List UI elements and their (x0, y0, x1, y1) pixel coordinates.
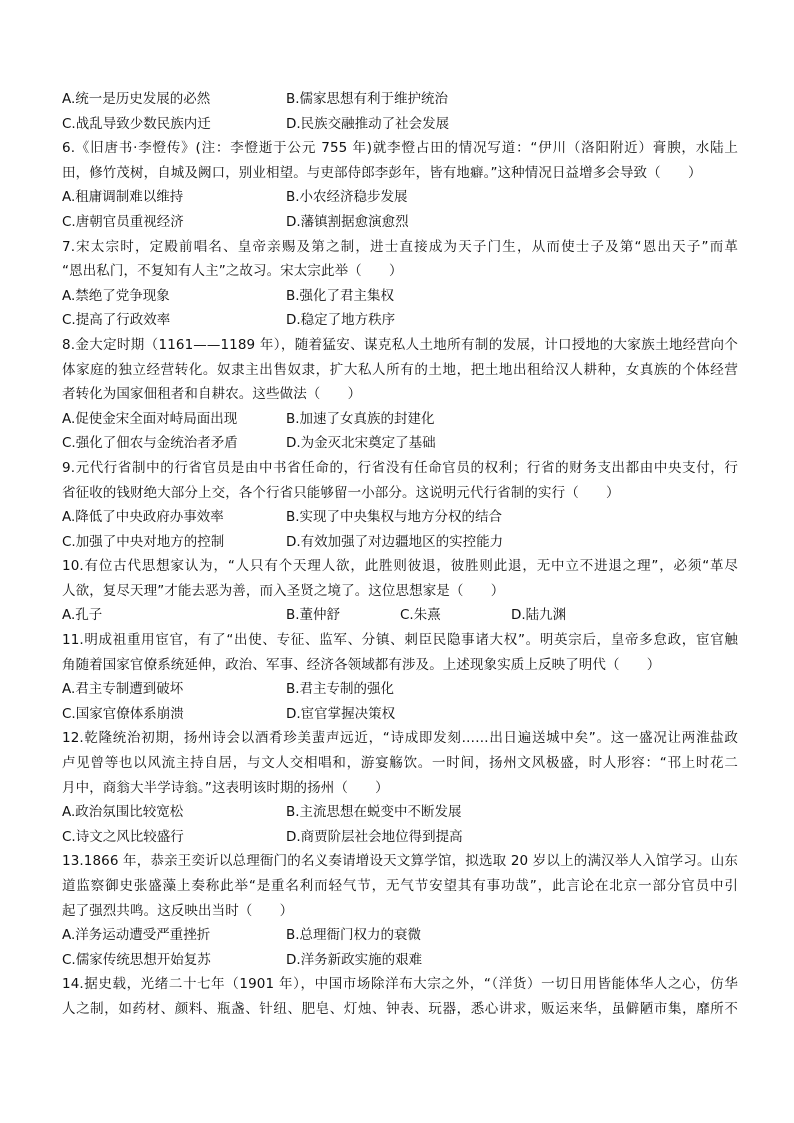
q8-options-row-1 (62, 407, 738, 432)
q7-options-row-2 (62, 308, 738, 333)
q13-options-row-2 (62, 948, 738, 973)
q9-option-a: A.降低了中央政府办事效率 (62, 509, 224, 526)
question-content (62, 87, 738, 1022)
q13-option-c: C.儒家传统思想开始复苏 (62, 951, 211, 968)
q7-option-b: B.强化了君主集权 (286, 287, 395, 304)
q5-options-row-2 (62, 112, 738, 137)
q12-option-b: B.主流思想在蜕变中不断发展 (286, 804, 462, 821)
q8-stem-line-3: 者转化为国家佃租者和自耕农。这些做法（ ） (62, 386, 362, 403)
q7-option-d: D.稳定了地方秩序 (286, 312, 396, 329)
q8-option-c: C.强化了佃农与金统治者矛盾 (62, 435, 238, 452)
q12-stem-line-2: 卢见曾等也以风流主持自居，与文人交相唱和，游宴觞饮。一时间，扬州文风极盛，时人形容：“邗上时花二 (62, 755, 738, 772)
q7-option-c: C.提高了行政效率 (62, 312, 171, 329)
q9-option-c: C.加强了中央对地方的控制 (62, 533, 225, 550)
q9-options-row-1 (62, 505, 738, 530)
q8-option-b: B.加速了女真族的封建化 (286, 410, 435, 427)
q10-option-a: A.孔子 (62, 607, 103, 624)
q13-stem-line-1: 13.1866 年，恭亲王奕䜣以总理衙门的名义奏请增设天文算学馆，拟选取 20 岁以上的满汉举人入馆学习。山东 (62, 853, 738, 870)
q6-option-d: D.藩镇割据愈演愈烈 (286, 213, 409, 230)
q13-stem-line-3: 起了强烈共鸣。这反映出当时（ ） (62, 902, 294, 919)
q13-option-b: B.总理衙门权力的衰微 (286, 927, 422, 944)
q9-option-b: B.实现了中央集权与地方分权的结合 (286, 509, 503, 526)
q5-options-row-1 (62, 87, 738, 112)
q9-stem-line-1: 9.元代行省制中的行省官员是由中书省任命的，行省没有任命官员的权利；行省的财务支出都由中央支付，行 (62, 459, 738, 476)
q5-option-a: A.统一是历史发展的必然 (62, 91, 211, 107)
q7-options-row-1 (62, 284, 738, 309)
q13-option-d: D.洋务新政实施的艰难 (286, 951, 423, 968)
q5-option-c: C.战乱导致少数民族内迁 (62, 115, 211, 132)
q10-option-b: B.董仲舒 (286, 607, 341, 624)
q11-options-row-2 (62, 702, 738, 727)
q6-option-c: C.唐朝官员重视经济 (62, 213, 184, 230)
q7-option-a: A.禁绝了党争现象 (62, 287, 170, 304)
q12-options-row-1 (62, 800, 738, 825)
q8-stem-line-1: 8.金大定时期（1161——1189 年），随着猛安、谋克私人土地所有制的发展，计口授地的大家族土地经营向个 (62, 336, 738, 353)
q6-options-row-2 (62, 210, 738, 235)
q12-options-row-2 (62, 825, 738, 850)
q14-stem-line-1: 14.据史载，光绪二十七年（1901 年），中国市场除洋布大宗之外，“（洋货）一切日用皆能体华人之心，仿华 (62, 976, 738, 993)
q14-stem-line-2: 人之制，如药材、颜料、瓶盏、针纽、肥皂、灯烛、钟表、玩器，悉心讲求，贩运来华，虽僻陋市集，靡所不 (62, 1000, 738, 1017)
q8-option-a: A.促使金宋全面对峙局面出现 (62, 410, 238, 427)
q6-option-a: A.租庸调制难以维持 (62, 189, 184, 206)
q12-option-a: A.政治氛围比较宽松 (62, 804, 184, 821)
q11-option-a: A.君主专制遭到破坏 (62, 681, 184, 698)
q8-option-d: D.为金灭北宋奠定了基础 (286, 435, 436, 452)
q12-option-d: D.商贾阶层社会地位得到提高 (286, 828, 463, 845)
q13-option-a: A.洋务运动遭受严重挫折 (62, 927, 211, 944)
q5-option-b: B.儒家思想有利于维护统治 (286, 91, 449, 107)
q11-stem-line-2: 角随着国家官僚系统延伸，政治、军事、经济各领域都有涉及。上述现象实质上反映了明代（ ） (62, 656, 661, 673)
q9-options-row-2 (62, 530, 738, 555)
q12-stem-line-1: 12.乾隆统治初期，扬州诗会以酒肴珍美蜚声远近，“诗成即发刻……出日遍送城中矣”。这一盛况让两淮盐政 (62, 730, 738, 747)
q13-stem-line-2: 道监察御史张盛藻上奏称此举“是重名利而轻气节，无气节安望其有事功哉”，此言论在北京一部分官员中引 (62, 878, 738, 894)
q12-option-c: C.诗文之风比较盛行 (62, 828, 184, 845)
q9-option-d: D.有效加强了对边疆地区的实控能力 (286, 533, 504, 550)
q6-option-b: B.小农经济稳步发展 (286, 189, 408, 206)
q11-stem-line-1: 11.明成祖重用宦官，有了“出使、专征、监军、分镇、刺臣民隐事诸大权”。明英宗后，皇帝多怠政，宦官触 (62, 632, 738, 649)
q11-option-d: D.宦官掌握决策权 (286, 705, 396, 722)
q7-stem-line-2: “恩出私门，不复知有人主”之故习。宋太宗此举（ ） (62, 263, 403, 280)
q10-stem-line-2: 人欲，复尽天理”才能去恶为善，而入圣贤之境了。这位思想家是（ ） (62, 582, 505, 599)
q10-stem-line-1: 10.有位古代思想家认为，“人只有个天理人欲，此胜则彼退，彼胜则此退，无中立不进退之理”，必须“革尽 (62, 558, 738, 575)
q8-stem-line-2: 体家庭的独立经营转化。奴隶主出售奴隶，扩大私人所有的土地，把土地出租给汉人耕种，女真族的个体经营 (62, 361, 738, 378)
q6-stem-line-1: 6.《旧唐书·李憕传》(注：李憕逝于公元 755 年)就李憕占田的情况写道：“伊川（洛阳附近）膏腴，水陆上 (62, 140, 738, 157)
q5-option-d: D.民族交融推动了社会发展 (286, 115, 450, 132)
q10-option-c: C.朱熹 (400, 607, 441, 624)
q10-option-d: D.陆九渊 (511, 607, 567, 624)
q7-stem-line-1: 7.宋太宗时，定殿前唱名、皇帝亲赐及第之制，进士直接成为天子门生，从而使士子及第“恩出天子”而革 (62, 238, 738, 255)
q12-stem-line-3: 月中，商翁大半学诗翁。”这表明该时期的扬州（ ） (62, 779, 389, 796)
q8-options-row-2 (62, 431, 738, 456)
q11-options-row-1 (62, 677, 738, 702)
q6-stem-line-2: 田，修竹茂树，自城及阙口，别业相望。与吏部侍郎李彭年，皆有地癖。”这种情况日益增多会导致（ ） (62, 164, 702, 181)
q6-options-row-1 (62, 185, 738, 210)
q13-options-row-1 (62, 923, 738, 948)
q10-options-row (62, 603, 738, 628)
q11-option-c: C.国家官僚体系崩溃 (62, 705, 184, 722)
q11-option-b: B.君主专制的强化 (286, 681, 395, 698)
q9-stem-line-2: 省征收的钱财绝大部分上交，各个行省只能够留一小部分。这说明元代行省制的实行（ ） (62, 484, 620, 501)
